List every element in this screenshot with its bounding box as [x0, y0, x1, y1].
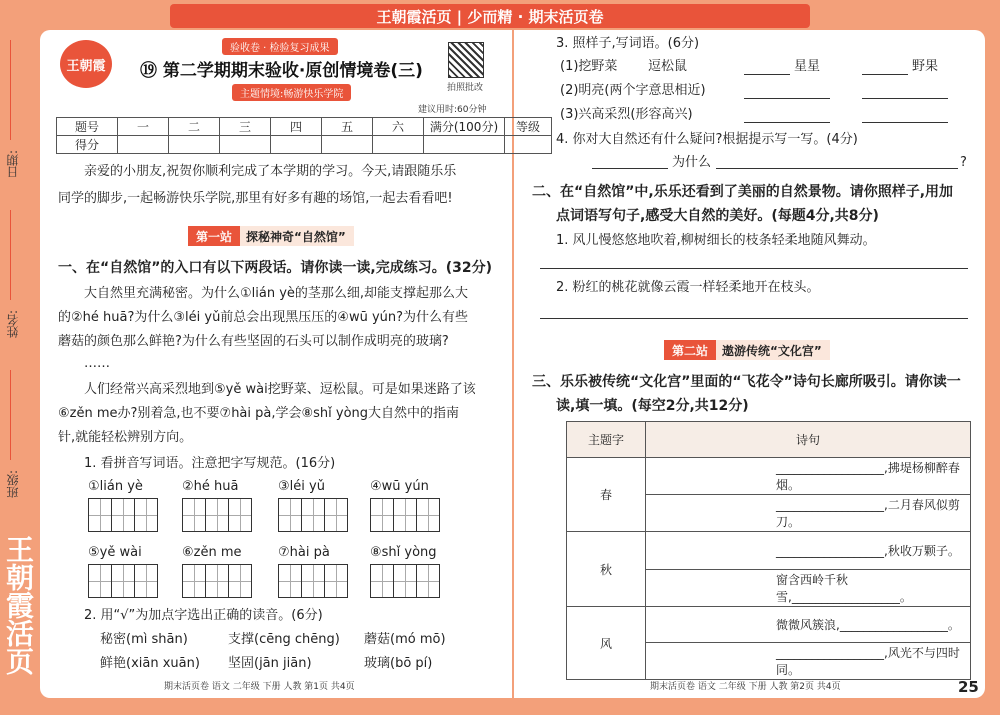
- table-row: [567, 607, 971, 643]
- qr-label: 拍照批改: [447, 83, 484, 93]
- pinyin-label: ⑧shǐ yòng: [370, 545, 437, 560]
- pinyin-label: ③léi yǔ: [278, 479, 325, 494]
- writing-grid[interactable]: [278, 564, 347, 598]
- table-cell: 二: [169, 118, 220, 136]
- score-input-cell[interactable]: [424, 136, 505, 154]
- answer-line[interactable]: [744, 122, 830, 123]
- class-label: 班级:: [6, 470, 20, 499]
- date-label: 日期:: [6, 150, 20, 179]
- reading-choice[interactable]: 秘密(mì shān): [100, 632, 188, 647]
- passage-line: 大自然里充满秘密。为什么①lián yè的茎那么细,却能支撑起那么大: [84, 286, 469, 301]
- table-cell: 等级: [505, 118, 552, 136]
- table-row: [567, 532, 971, 570]
- margin-line: [10, 210, 11, 300]
- poem-line[interactable]: __________________,风光不与四时同。: [646, 643, 971, 680]
- theme-char: 春: [567, 458, 646, 532]
- pinyin-label: ⑤yě wài: [88, 545, 142, 560]
- station-1-header: [188, 226, 354, 246]
- question-1-4-mid: 为什么: [672, 155, 712, 170]
- table-cell: 五: [322, 118, 373, 136]
- answer-line[interactable]: [862, 98, 948, 99]
- writing-grid[interactable]: [88, 564, 157, 598]
- table-row: [567, 458, 971, 495]
- table-cell: 满分(100分): [424, 118, 505, 136]
- footer-left: 期末活页卷 语文 二年级 下册 人教 第1页 共4页: [164, 682, 355, 692]
- margin-line: [10, 40, 11, 140]
- question-1-4: 4. 你对大自然还有什么疑问?根据提示写一写。(4分): [556, 132, 858, 147]
- score-input-cell[interactable]: [118, 136, 169, 154]
- answer-line[interactable]: [744, 74, 790, 75]
- pinyin-label: ①lián yè: [88, 479, 143, 494]
- pinyin-label: ⑥zěn me: [182, 545, 242, 560]
- table-header: 主题字: [567, 422, 646, 458]
- pinyin-label: ④wū yún: [370, 479, 429, 494]
- page-number: 25: [958, 678, 979, 696]
- question-3-title: 三、乐乐被传统“文化宫”里面的“飞花令”诗句长廊所吸引。请你读一: [532, 374, 961, 390]
- poem-line[interactable]: 窗含西岭千秋雪,__________________。: [646, 570, 971, 607]
- writing-grid[interactable]: [182, 498, 251, 532]
- pinyin-label: ⑦hài pà: [278, 545, 330, 560]
- station-badge: 第一站: [188, 226, 240, 246]
- score-input-cell[interactable]: [322, 136, 373, 154]
- reading-choice[interactable]: 玻璃(bō pí): [364, 656, 433, 671]
- table-cell: 四: [271, 118, 322, 136]
- poem-line[interactable]: __________________,二月春风似剪刀。: [646, 495, 971, 532]
- station-label: 遨游传统“文化宫”: [722, 343, 822, 358]
- poem-line[interactable]: __________________,秋收万颗子。: [646, 532, 971, 570]
- footer-right: 期末活页卷 语文 二年级 下册 人教 第2页 共4页: [650, 682, 841, 692]
- writing-grid[interactable]: [370, 564, 439, 598]
- question-1-3: 3. 照样子,写词语。(6分): [556, 36, 700, 51]
- table-cell: 题号: [57, 118, 118, 136]
- score-input-cell[interactable]: [271, 136, 322, 154]
- reading-choice[interactable]: 坚固(jān jiān): [228, 656, 312, 671]
- passage-line: 人们经常兴高采烈地到⑤yě wài挖野菜、逗松鼠。可是如果迷路了该: [84, 382, 476, 397]
- score-input-cell[interactable]: [220, 136, 271, 154]
- table-header: 诗句: [646, 422, 971, 458]
- reading-choice[interactable]: 支撑(cēng chēng): [228, 632, 340, 647]
- question-2-title: 二、在“自然馆”中,乐乐还看到了美丽的自然景物。请你照样子,用加: [532, 184, 954, 200]
- answer-line[interactable]: [862, 122, 948, 123]
- poem-line[interactable]: 微微风簇浪,__________________。: [646, 607, 971, 643]
- example-word: (3)兴高采烈(形容高兴): [560, 107, 693, 122]
- writing-grid[interactable]: [278, 498, 347, 532]
- table-cell: 得分: [57, 136, 118, 154]
- answer-line[interactable]: [540, 268, 968, 269]
- question-2-2: 2. 粉红的桃花就像云霞一样轻柔地开在枝头。: [556, 280, 820, 295]
- publisher-logo: 王朝霞: [60, 40, 112, 88]
- tag-theme: 主题情境:畅游快乐学院: [232, 84, 351, 101]
- writing-grid[interactable]: [370, 498, 439, 532]
- example-word: 逗松鼠: [648, 59, 688, 74]
- writing-grid[interactable]: [182, 564, 251, 598]
- brand-vertical: 王朝霞活页: [2, 535, 35, 675]
- poem-table: [566, 421, 971, 680]
- example-word: (2)明亮(两个字意思相近): [560, 83, 706, 98]
- question-1-title: 一、在“自然馆”的入口有以下两段话。请你读一读,完成练习。(32分): [58, 260, 492, 276]
- question-1-2: 2. 用“√”为加点字选出正确的读音。(6分): [84, 608, 323, 623]
- writing-grid[interactable]: [88, 498, 157, 532]
- question-3-title: 读,填一填。(每空2分,共12分): [556, 398, 749, 414]
- table-cell: 六: [373, 118, 424, 136]
- table-row: [57, 118, 552, 136]
- question-2-1: 1. 风儿慢悠悠地吹着,柳树细长的枝条轻柔地随风舞动。: [556, 233, 876, 248]
- theme-char: 风: [567, 607, 646, 680]
- answer-line[interactable]: [716, 168, 958, 169]
- score-input-cell[interactable]: [169, 136, 220, 154]
- margin-line: [10, 370, 11, 460]
- reading-choice[interactable]: 鲜艳(xiān xuān): [100, 656, 200, 671]
- score-input-cell[interactable]: [505, 136, 552, 154]
- intro-line: 同学的脚步,一起畅游快乐学院,那里有好多有趣的场馆,一起去看看吧!: [58, 191, 453, 206]
- station-label: 探秘神奇“自然馆”: [246, 229, 346, 244]
- name-label: 姓名:: [6, 310, 20, 339]
- page-title: ⑲ 第二学期期末验收·原创情境卷(三): [140, 61, 423, 81]
- poem-line[interactable]: __________________,拂堤杨柳醉春烟。: [646, 458, 971, 495]
- table-row: [567, 422, 971, 458]
- passage-line: 针,就能轻松辨别方向。: [58, 430, 193, 445]
- time-note: 建议用时:60分钟: [418, 105, 487, 115]
- table-row: [57, 136, 552, 154]
- top-banner: 王朝霞活页 | 少而精 · 期末活页卷: [170, 4, 810, 28]
- pinyin-label: ②hé huā: [182, 479, 239, 494]
- station-badge: 第二站: [664, 340, 716, 360]
- score-table: [56, 117, 552, 154]
- question-2-title: 点词语写句子,感受大自然的美好。(每题4分,共8分): [556, 208, 879, 224]
- example-word: 星星: [794, 59, 821, 74]
- answer-line[interactable]: [862, 74, 908, 75]
- reading-choice[interactable]: 蘑菇(mó mō): [364, 632, 446, 647]
- intro-line: 亲爱的小朋友,祝贺你顺利完成了本学期的学习。今天,请跟随乐乐: [84, 164, 457, 179]
- table-cell: 一: [118, 118, 169, 136]
- question-1-1: 1. 看拼音写词语。注意把字写规范。(16分): [84, 456, 336, 471]
- station-2-header: [664, 340, 830, 360]
- qr-code-icon[interactable]: [448, 42, 484, 78]
- question-1-4-end: ?: [960, 155, 967, 170]
- table-cell: 三: [220, 118, 271, 136]
- tag-top: 验收卷 · 检验复习成果: [222, 38, 338, 55]
- answer-line[interactable]: [744, 98, 830, 99]
- passage-line: 的②hé huā?为什么③léi yǔ前总会出现黑压压的④wū yún?为什么有些: [58, 310, 469, 325]
- answer-line[interactable]: [540, 318, 968, 319]
- passage-line: ……: [84, 356, 110, 371]
- answer-line[interactable]: [592, 168, 668, 169]
- example-word: (1)挖野菜: [560, 59, 618, 74]
- passage-line: ⑥zěn me办?别着急,也不要⑦hài pà,学会⑧shǐ yòng大自然中的指南: [58, 406, 460, 421]
- passage-line: 蘑菇的颜色那么鲜艳?为什么有些坚固的石头可以制作成明亮的玻璃?: [58, 334, 449, 349]
- theme-char: 秋: [567, 532, 646, 607]
- score-input-cell[interactable]: [373, 136, 424, 154]
- example-word: 野果: [912, 59, 939, 74]
